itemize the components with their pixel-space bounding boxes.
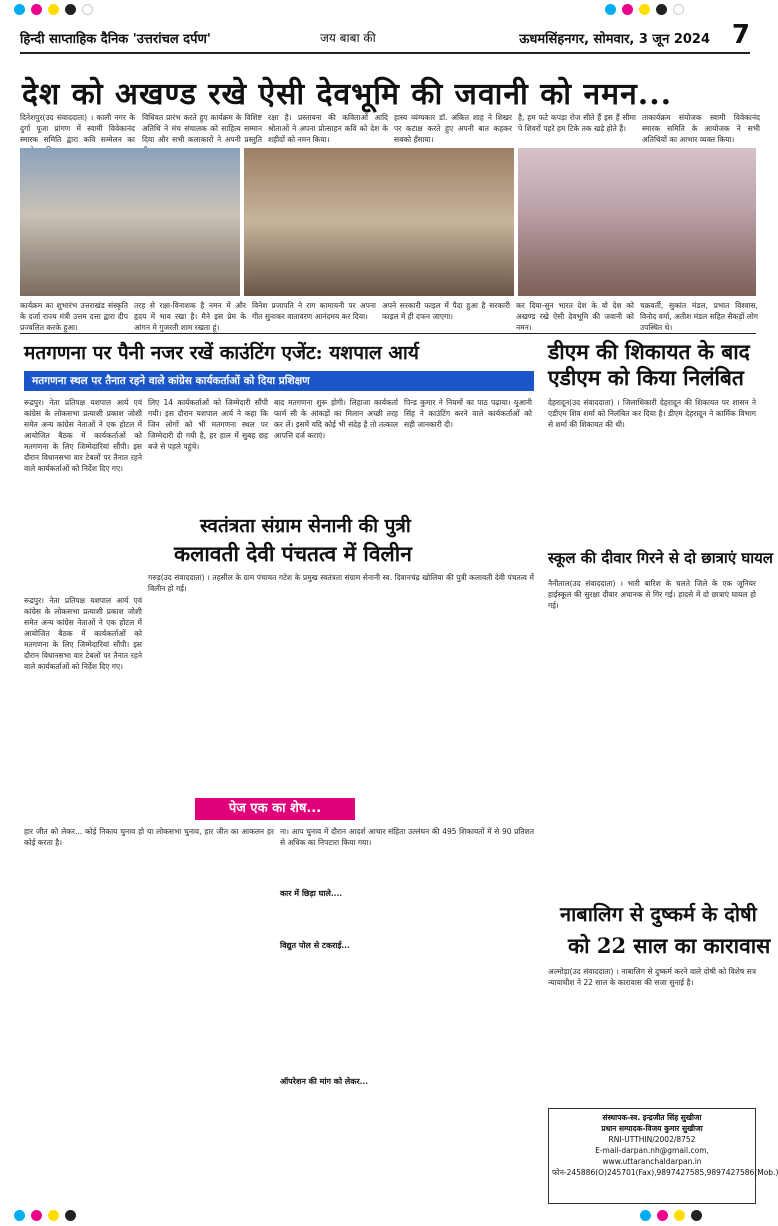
article5-text: नैनीताल(उद संवाददाता) । भारी बारिश के चलते जिले के एक जूनियर हाईस्कूल की सुरक्षा दीवार अचानक से गिर गई। हादसे में दो छात्राएं घायल हो गई। <box>548 579 756 610</box>
bottom-color-dots-left <box>14 1210 76 1224</box>
article6-col2: ना। आप चुनाव में दौरान आदर्श आचार संहिता उल्लंघन की 495 शिकायतों में से 90 प्रतिशत से अधिक का निपटारा किया गया। <box>280 827 534 847</box>
article2-col2: लिए 14 कार्यकर्ताओं को जिम्मेदारी सौंपी गयी। इस दौरान यशपाल आर्य ने कहा कि जिन लोगों को भी मतगणना स्थल पर जिम्मेदारी दी गयी है, हर हाल में सुबह छह बजे से पहले पहुंचे। <box>148 398 268 451</box>
divider-line <box>20 333 756 334</box>
imprint-editor: प्रधान सम्पादक-विजय कुमार सुखीजा <box>601 1124 703 1133</box>
article6-subhead-car: कार में छिड़ा घाले.... <box>280 888 343 898</box>
article1-col3: रक्षा है। प्रस्तावना की कविताओं आदि श्रोताओं ने अपना प्रोत्साहन कवि को देश के शहीदों को नमन किया। <box>268 113 388 144</box>
article3-headline-line1: डीएम की शिकायत के बाद <box>548 339 750 364</box>
article7-headline-line2: को 22 साल का कारावास <box>568 933 771 958</box>
photo-poet-honor <box>20 148 240 296</box>
imprint-box <box>548 1108 778 1204</box>
article4-headline-line1: स्वतंत्रता संग्राम सेनानी की पुत्री <box>200 515 411 537</box>
imprint-phone: फोन-245886(O)245701(Fax),9897427585,9897427586(Mob.) <box>552 1168 778 1177</box>
top-color-dots-left <box>14 4 93 18</box>
continued-from-page-one-bar: पेज एक का शेष... <box>195 798 355 820</box>
article7-text: अल्मोड़ा(उद संवाददाता) । नाबालिग से दुष्कर्म करने वाले दोषी को विशेष सत्र न्यायाधीश ने 22 साल के कारावास की सजा सुनाई है। <box>548 967 756 987</box>
article6-subhead-operation: ऑपरेशन की मांग को लेकर... <box>280 1076 369 1086</box>
article1-col1: दिनेशपुर(उद संवाददाता) । काली नगर के दुर्गा पूजा प्रांगण में स्वामी विवेकानंद स्मारक समिति द्वारा कवि सम्मेलन का <box>20 113 135 144</box>
imprint-rni: RNI-UTTHIN/2002/8752 <box>608 1135 696 1144</box>
article1-col4: हास्य व्यंग्यकार डॉ. अंकित शाह ने शिखर पर कटाक्ष करते हुए अपनी बात कहकर सबको हँसाया। <box>394 113 512 144</box>
imprint-founder: संस्थापक-स्व. इन्द्रजीत सिंह सुखीजा <box>602 1113 702 1122</box>
article1-col6: ताकार्यक्रम संयोजक स्वामी विवेकानंद स्मारक समिति के आयोजक ने सभी अतिथियों का आभार व्यक्त किया। <box>642 113 760 144</box>
article6-subhead-pole: विद्युत पोल से टकराई... <box>280 940 350 950</box>
imprint-email: E-mail-darpan.nh@gmail.com, www.uttaranchaldarpan.in <box>595 1146 709 1166</box>
article1-below-mid3: अपने सरकारी फाइल में पैदा हुआ है सरकारी फाइल में ही दफन जाएगा। <box>382 301 510 321</box>
article2-col1-cont: रूद्रपुर। नेता प्रतिपक्ष यशपाल आर्य एवं कांग्रेस के लोकसभा प्रत्याशी प्रकाश जोशी समेत अन्य कांग्रेस नेताओं ने एक होटल में आयोजित बैठक में कार्यकर्ताओं को मतगणना के लिए जिम्मेदारियां सौंपी। इस दौरान विधानसभा वार टेबलों पर तैनात रहने वाले कार्यकर्ताओं को निर्देश दिए गए। <box>24 596 142 671</box>
article2-col1: रूद्रपुर। नेता प्रतिपक्ष यशपाल आर्य एवं कांग्रेस के लोकसभा प्रत्याशी प्रकाश जोशी समेत अन्य कांग्रेस नेताओं ने एक होटल में आयोजित बैठक में कार्यकर्ताओं को मतगणना के लिए जिम्मेदारियां सौंपी। इस दौरान विधानसभा वार टेबलों पर तैनात रहने वाले कार्यकर्ताओं को निर्देश दिए गए। <box>24 398 142 473</box>
article1-col5: है, हम फटे कपड़ा रोज सीते हैं इस हैं सीमा पे शिवरों पहरे हम टिके तक खड़े होते हैं। <box>518 113 636 133</box>
article3-text: देहरादून(उद संवाददाता) । जिलाधिकारी देहरादून की शिकायत पर शासन ने एडीएम शिव शर्मा को निलंबित कर दिया है। डीएम देहरादून ने कार्मिक विभाग से शर्मा की शिकायत की थी। <box>548 398 756 429</box>
article1-below-mid: तरह से रक्षा-विनाशक है नमन में और हृदय में भाव रखा है। मैने इस प्रेम के आंगन मे गुजरती शाम रखता हूं। <box>134 301 246 332</box>
article2-subhead: मतगणना स्थल पर तैनात रहने वाले कांग्रेस कार्यकर्ताओं को दिया प्रशिक्षण <box>24 371 534 391</box>
photo-audience <box>244 148 514 296</box>
article6-col1: हार जीत को लेकर... कोई निकाय चुनाव हो या लोकसभा चुनाव, हार जीत का आकलन हर कोई करता है। <box>24 827 274 847</box>
article5-headline: स्कूल की दीवार गिरने से दो छात्राएं घायल <box>548 549 773 567</box>
header-center-slogan: जय बाबा की <box>320 31 376 45</box>
article1-col2: विधिवत प्रारंभ करते हुए कार्यक्रम के विशिष्ट अतिथि ने मंच संचालक को साहित्य सम्मान दिया और सभी कलाकारों ने अपनी प्रस्तुति <box>142 113 262 144</box>
photo-kavi-sammelan-stage <box>518 148 756 296</box>
article3-headline-line2: एडीएम को किया निलंबित <box>548 365 744 390</box>
paper-name: हिन्दी साप्ताहिक दैनिक 'उत्तरांचल दर्पण' <box>20 32 211 47</box>
article4-text: गरुड़(उद संवाददाता) । तहसील के ग्राम पंचायत गटेश के प्रमुख स्वतंत्रता संग्राम सेनानी स्व. दिवानचंद्र खोलिया की पुत्री कलावती देवी पंचतत्व में विलीन हो गई। <box>148 573 534 593</box>
article2-col3: बाद मतगणना शुरू होगी। लिहाजा कार्यकर्ता फार्म सी के आंकड़ों का मिलान अच्छी तरह कर लें। इसमें यदि कोई भी संदेह है तो तत्काल आपत्ति दर्ज कराएं। <box>274 398 398 440</box>
article1-below-mid2: विनेश प्रजापति ने राग कामायनी पर अपना गीत सुनाकर वातावरण आनंदमय कर दिया। <box>252 301 376 321</box>
footer <box>0 1210 770 1224</box>
header-date: ऊधमसिंहनगर, सोमवार, 3 जून 2024 <box>519 32 710 47</box>
article7-headline-line1: नाबालिग से दुष्कर्म के दोषी <box>560 902 757 926</box>
bottom-color-dots-right <box>640 1210 702 1224</box>
article4-headline-line2: कलावती देवी पंचतत्व में विलीन <box>174 541 412 566</box>
article2-headline: मतगणना पर पैनी नजर रखें काउंटिंग एजेंट: यशपाल आर्य <box>24 342 419 364</box>
top-color-dots-right <box>605 4 684 18</box>
page-number: 7 <box>731 20 750 50</box>
article1-below-right2: चक्रवर्ती, सुकांत मंडल, प्रभात विश्वास, विनोद वर्मा, अतीश मंडल सहित सैकड़ों लोग उपस्थित थे। <box>640 301 758 332</box>
masthead-bar <box>20 20 750 54</box>
article1-below-left: कार्यक्रम का शुभारंभ उत्तराखंड संस्कृति के दर्जा राज्य मंत्री उत्तम दत्ता द्वारा दीप प्रज्वलित करके हुआ। <box>20 301 128 332</box>
main-headline: देश को अखण्ड रखे ऐसी देवभूमि की जवानी को नमन... <box>22 77 673 112</box>
article2-col4: पिन्ड कुमार ने नियमों का पाठ पढ़ाया। यूआनी सिंह ने काउंटिंग करने वाले कार्यकर्ताओं को सही जानकारी दी। <box>404 398 532 429</box>
article1-below-right: कर दिया-सुन भारत देश के वो देश को अखण्ड रखे ऐसी देवभूमि की जवानी को नमन। <box>516 301 634 332</box>
